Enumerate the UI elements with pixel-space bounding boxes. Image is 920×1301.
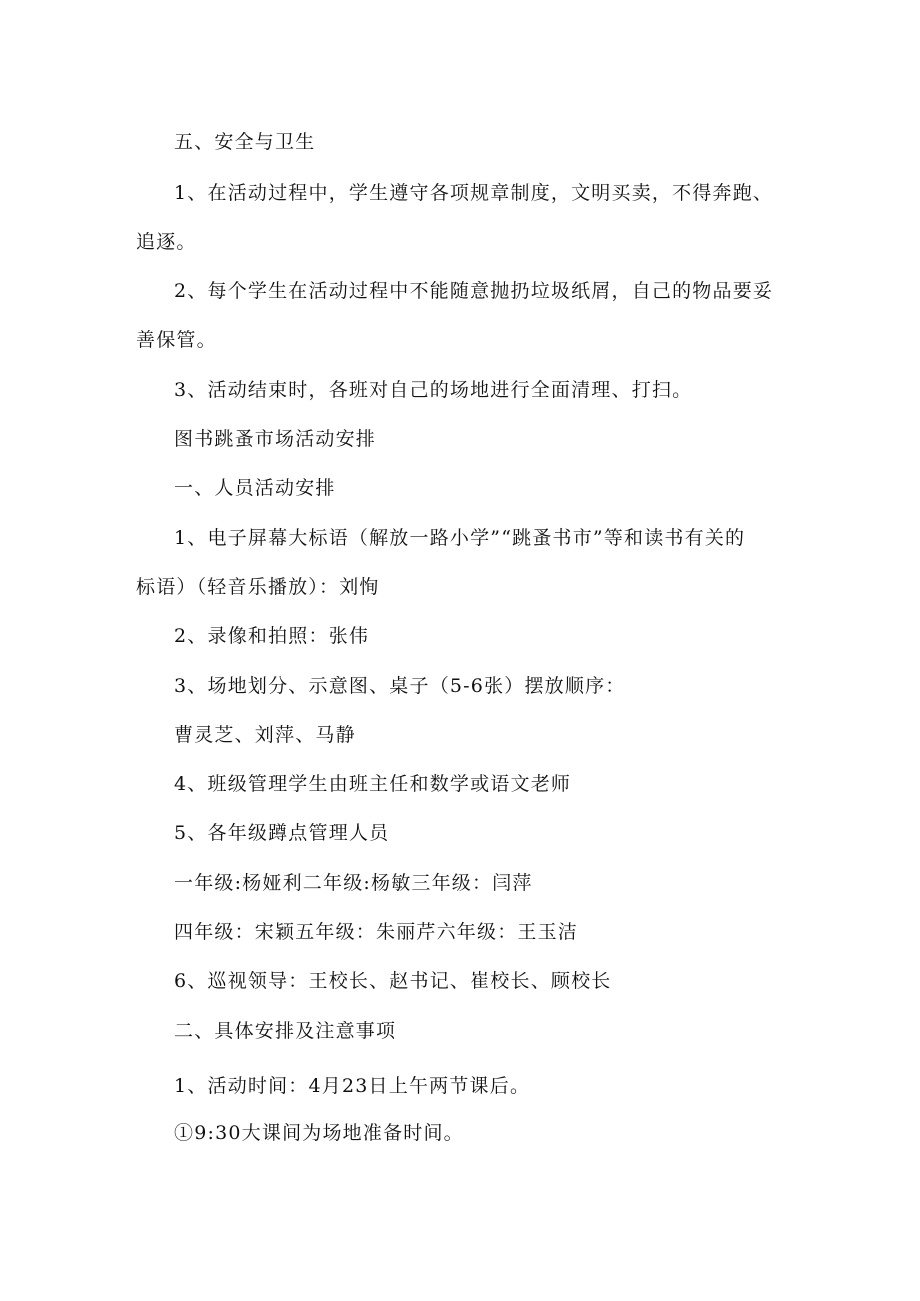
section-heading-safety: 五、安全与卫生	[174, 131, 316, 153]
paragraph-line: 2、每个学生在活动过程中不能随意抛扔垃圾纸屑，自己的物品要妥	[174, 280, 774, 302]
paragraph-line: 追逐。	[136, 231, 197, 253]
paragraph-line: 1、在活动过程中，学生遵守各项规章制度，文明买卖，不得奔跑、	[174, 182, 774, 204]
paragraph-line: 1、活动时间：4月23日上午两节课后。	[174, 1075, 531, 1097]
paragraph-line: 5、各年级蹲点管理人员	[174, 822, 390, 844]
paragraph-line: 曹灵芝、刘萍、马静	[174, 724, 356, 746]
paragraph-line: 善保管。	[136, 329, 217, 351]
document-title: 图书跳蚤市场活动安排	[174, 428, 377, 450]
paragraph-line: 3、场地划分、示意图、桌子（5-6张）摆放顺序：	[174, 675, 626, 697]
paragraph-line: 一年级:杨娅利二年级:杨敏三年级：闫萍	[174, 872, 533, 894]
paragraph-line: 1、电子屏幕大标语（解放一路小学”“跳蚤书市”等和读书有关的	[174, 527, 746, 549]
paragraph-line: 标语）（轻音乐播放）：刘恂	[136, 576, 380, 598]
paragraph-line: 2、录像和拍照：张伟	[174, 625, 370, 647]
paragraph-line: 3、活动结束时，各班对自己的场地进行全面清理、打扫。	[174, 379, 693, 401]
paragraph-line: 6、巡视领导：王校长、赵书记、崔校长、顾校长	[174, 970, 612, 992]
paragraph-line: ①9:30大课间为场地准备时间。	[174, 1122, 464, 1144]
section-heading-staff: 一、人员活动安排	[174, 477, 336, 499]
section-heading-details: 二、具体安排及注意事项	[174, 1020, 397, 1042]
paragraph-line: 四年级：宋颖五年级：朱丽芹六年级：王玉洁	[174, 921, 579, 943]
paragraph-line: 4、班级管理学生由班主任和数学或语文老师	[174, 773, 572, 795]
